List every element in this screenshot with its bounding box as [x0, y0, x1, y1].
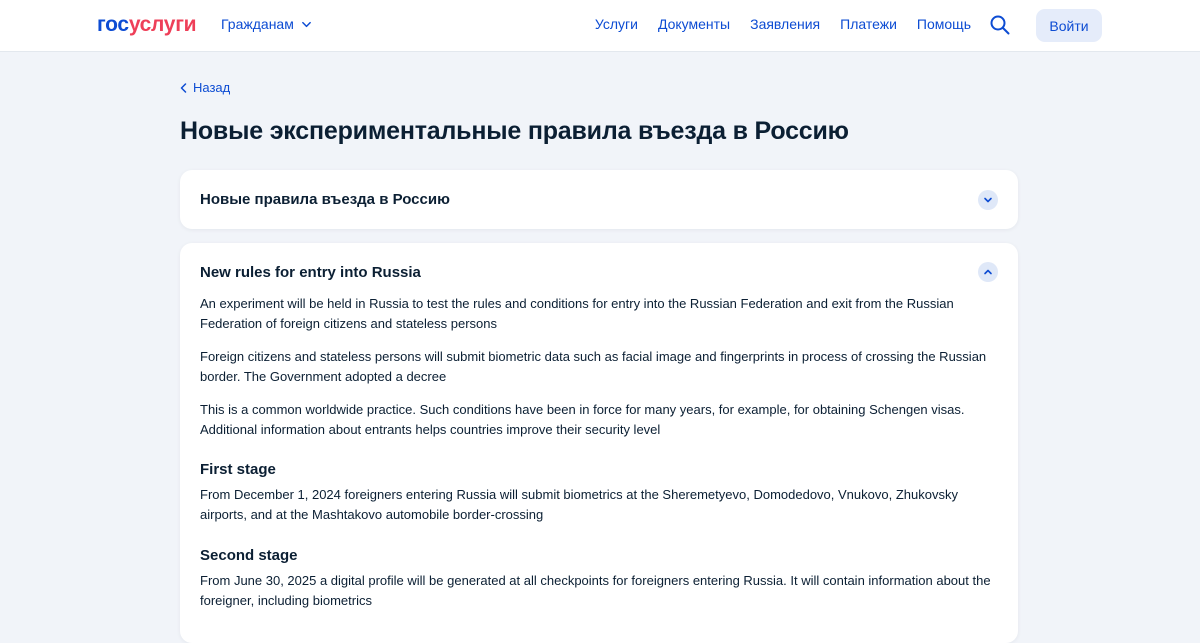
main-nav [595, 16, 971, 32]
back-link[interactable] [180, 80, 230, 95]
citizens-label: Гражданам [221, 16, 294, 32]
login-button[interactable]: Войти [1036, 9, 1102, 42]
logo-part-uslugi: услуги [128, 13, 197, 36]
paragraph-experiment: An experiment will be held in Russia to test the rules and conditions for entry into the Russian Federation and exit from the Russian Federation of foreign citizens and stateless persons [200, 296, 954, 331]
search-icon[interactable] [989, 14, 1011, 36]
stage-text-first: From December 1, 2024 foreigners entering Russia will submit biometrics at the Sheremetyevo, Domodedovo, Vnukovo, Zhukovsky airports, and at the Mashtakovo automobile border-crossing [200, 487, 958, 522]
collapse-button[interactable] [978, 262, 998, 282]
nav-link-services[interactable]: Услуги [594, 16, 638, 32]
citizens-dropdown[interactable] [221, 16, 312, 32]
page-title: Новые экспериментальные правила въезда в Россию [180, 117, 849, 145]
logo-part-gos: гос [97, 13, 129, 36]
nav-link-applications[interactable]: Заявления [750, 16, 821, 32]
stage-text-second: From June 30, 2025 a digital profile will be generated at all checkpoints for foreigners entering Russia. It will contain information about the foreigner, including biometrics [200, 573, 991, 608]
accordion-item-russian[interactable] [180, 170, 1018, 229]
chevron-down-icon [983, 195, 993, 205]
chevron-down-icon [301, 19, 312, 30]
accordion-title: New rules for entry into Russia [200, 264, 421, 281]
stage-heading-first: First stage [200, 461, 276, 478]
accordion-title: Новые правила въезда в Россию [200, 191, 450, 208]
chevron-up-icon [983, 267, 993, 277]
stage-heading-second: Second stage [200, 547, 298, 564]
nav-link-help[interactable]: Помощь [916, 16, 971, 32]
nav-link-payments[interactable]: Платежи [840, 16, 897, 32]
expand-button[interactable] [978, 190, 998, 210]
top-header [0, 0, 1200, 52]
paragraph-biometrics: Foreign citizens and stateless persons will submit biometric data such as facial image and fingerprints in process of crossing the Russian border. The Government adopted a decree [200, 349, 987, 384]
chevron-left-icon [180, 83, 187, 93]
accordion-item-english [180, 243, 1018, 643]
nav-link-documents[interactable]: Документы [657, 16, 731, 32]
back-label: Назад [193, 80, 231, 95]
gosuslugi-logo[interactable] [97, 13, 196, 37]
paragraph-practice: This is a common worldwide practice. Such conditions have been in force for many years, for example, for obtaining Schengen visas. Additional information about entrants helps countries improve their security level [200, 402, 965, 437]
